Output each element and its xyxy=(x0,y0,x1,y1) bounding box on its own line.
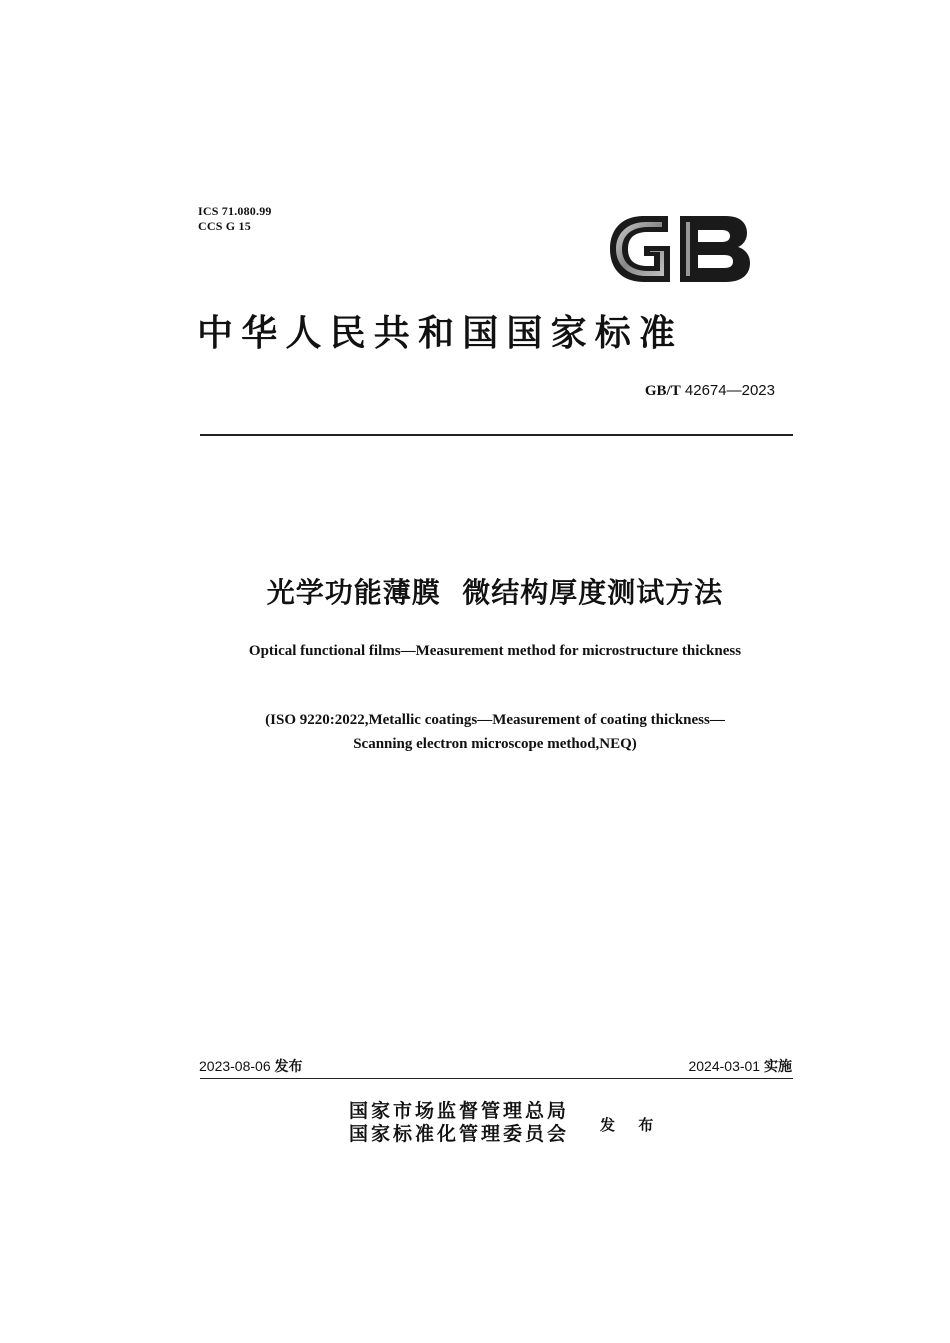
issuer-sac: 国家标准化管理委员会 xyxy=(349,1123,570,1145)
implementation-date xyxy=(688,1056,792,1076)
equivalence-line-2: Scanning electron microscope method,NEQ) xyxy=(353,736,637,752)
international-equivalence xyxy=(0,708,950,756)
publish-label: 发 布 xyxy=(600,1116,663,1134)
implementation-date-label: 实施 xyxy=(764,1059,792,1075)
issuing-authorities xyxy=(349,1100,569,1146)
ics-code: ICS 71.080.99 xyxy=(198,204,272,218)
header-divider xyxy=(200,434,793,436)
document-title-cn: 光学功能薄膜 微结构厚度测试方法 xyxy=(266,576,724,609)
footer-divider xyxy=(200,1078,793,1079)
issue-date-label: 发布 xyxy=(274,1059,303,1075)
standard-number-value: 42674—2023 xyxy=(684,382,775,399)
issue-date xyxy=(199,1056,303,1076)
standard-number xyxy=(645,382,775,400)
equivalence-line-1: (ISO 9220:2022,Metallic coatings—Measurement of coating thickness— xyxy=(265,712,725,728)
standard-number-prefix: GB/T xyxy=(644,383,681,399)
national-standard-title: 中华人民共和国国家标准 xyxy=(197,313,684,354)
issue-date-value: 2023-08-06 xyxy=(199,1058,271,1074)
implementation-date-value: 2024-03-01 xyxy=(688,1058,761,1074)
issuer-samr: 国家市场监督管理总局 xyxy=(349,1100,570,1122)
document-title-en: Optical functional films—Measurement method for microstructure thickness xyxy=(248,643,742,659)
gb-logo xyxy=(604,206,754,292)
classification-codes xyxy=(198,204,272,234)
ccs-code: CCS G 15 xyxy=(198,219,251,233)
